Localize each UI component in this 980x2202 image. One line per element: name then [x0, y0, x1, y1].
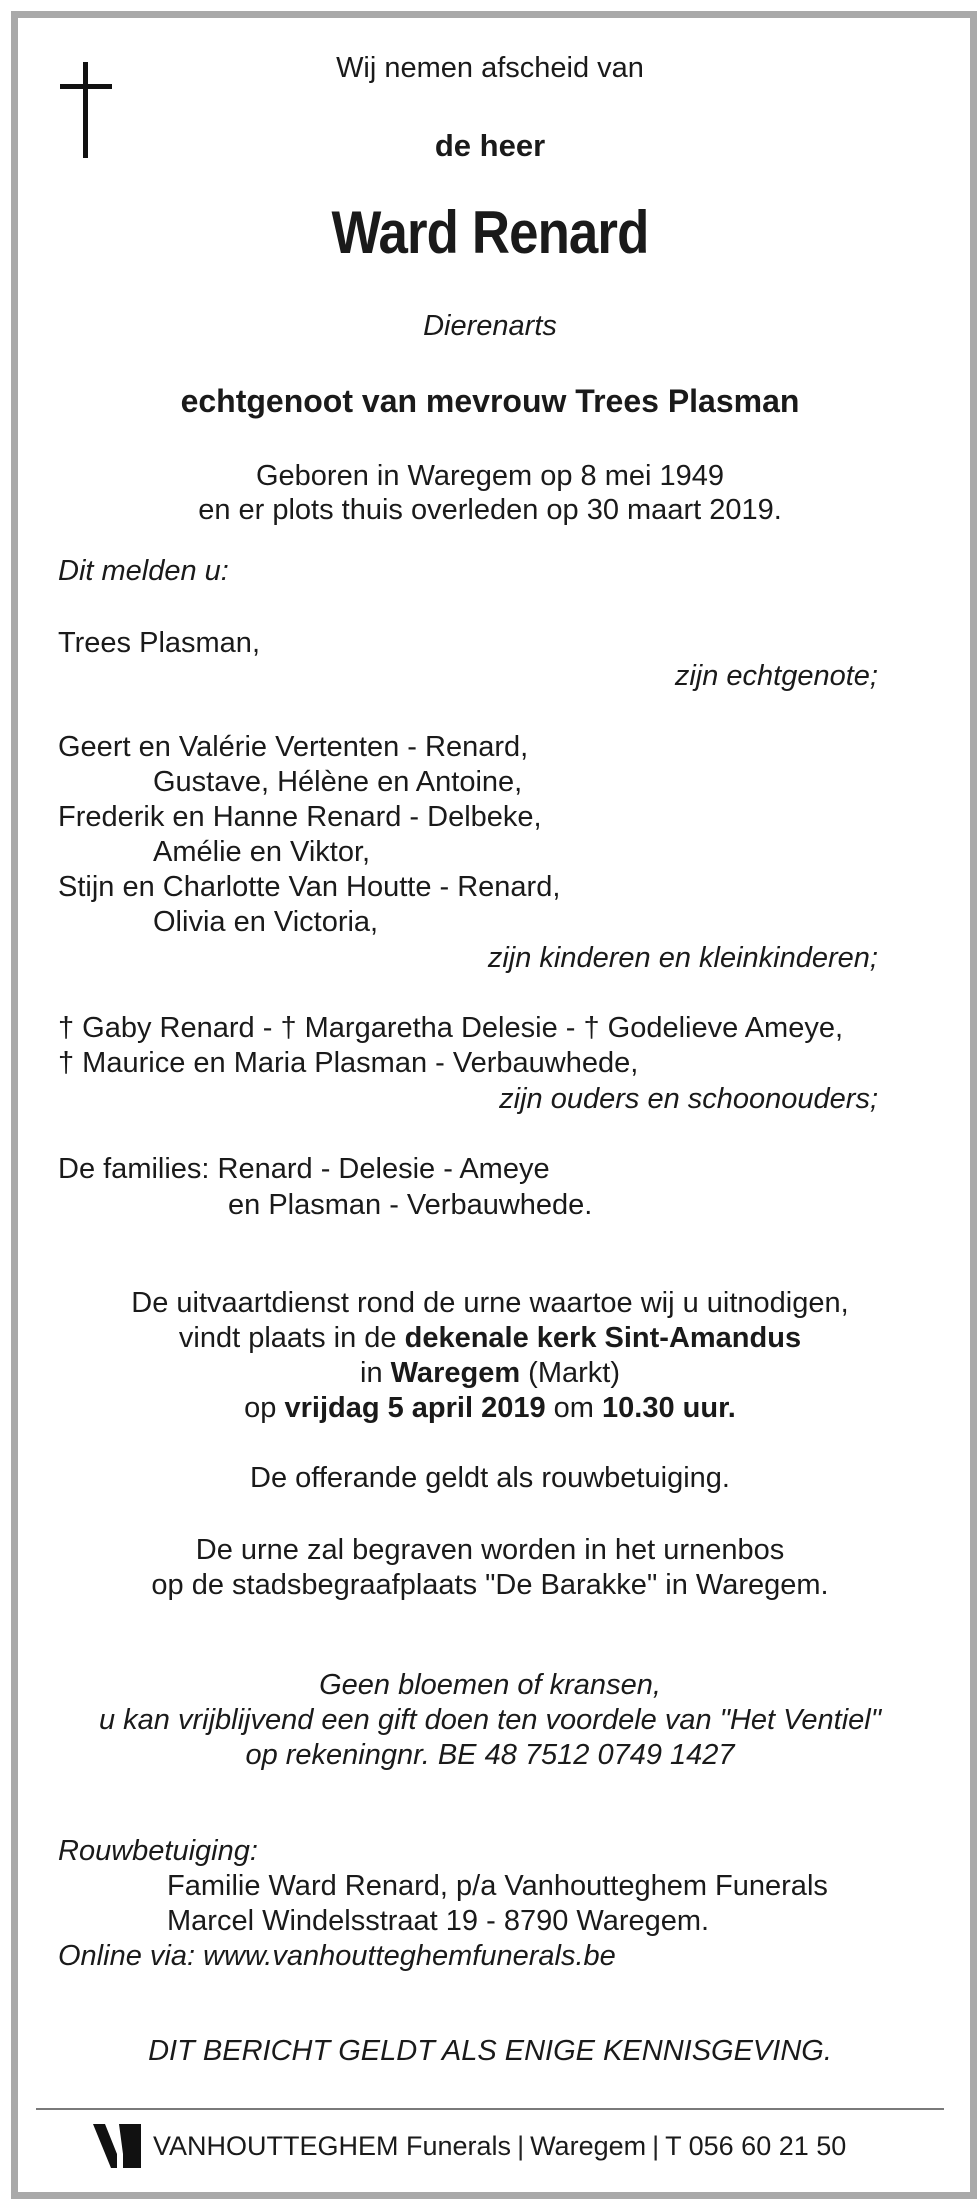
- families-line: en Plasman - Verbauwhede.: [228, 1189, 593, 1221]
- condolence-label: Rouwbetuiging:: [58, 1835, 258, 1867]
- condolence-address-2: Marcel Windelsstraat 19 - 8790 Waregem.: [167, 1905, 710, 1937]
- profession: Dierenarts: [423, 310, 557, 342]
- footer-separator: |: [517, 2131, 525, 2161]
- church-name: dekenale kerk Sint-Amandus: [404, 1322, 802, 1354]
- service-line-2: vindt plaats in de dekenale kerk Sint-Amandus: [178, 1322, 802, 1354]
- footer-divider: [36, 2108, 944, 2110]
- announce-label: Dit melden u:: [58, 555, 229, 587]
- online-link[interactable]: Online via: www.vanhoutteghemfunerals.be: [58, 1940, 616, 1972]
- birth-line: Geboren in Waregem op 8 mei 1949: [255, 460, 725, 492]
- service-line-1: De uitvaartdienst rond de urne waartoe wij u uitnodigen,: [131, 1287, 849, 1319]
- parents-role: zijn ouders en schoonouders;: [499, 1083, 878, 1115]
- child-line: Geert en Valérie Vertenten - Renard,: [58, 731, 529, 763]
- footer-city: Waregem: [530, 2131, 647, 2161]
- children-role: zijn kinderen en kleinkinderen;: [487, 942, 878, 974]
- service-city: Waregem: [390, 1357, 521, 1389]
- salutation: de heer: [434, 128, 546, 163]
- vanhoutteghem-logo-icon: [93, 2124, 141, 2168]
- donation-line-2: u kan vrijblijvend een gift doen ten voordele van "Het Ventiel": [98, 1704, 882, 1736]
- grandchild-line: Gustave, Hélène en Antoine,: [153, 766, 523, 798]
- donation-line-1: Geen bloemen of kransen,: [319, 1669, 661, 1701]
- parents-line: † Maurice en Maria Plasman - Verbauwhede,: [58, 1047, 639, 1079]
- grandchild-line: Amélie en Viktor,: [153, 836, 371, 868]
- notice-line: DIT BERICHT GELDT ALS ENIGE KENNISGEVING.: [148, 2035, 832, 2067]
- child-line: Stijn en Charlotte Van Houtte - Renard,: [58, 871, 561, 903]
- families-line: De families: Renard - Delesie - Ameye: [58, 1153, 550, 1185]
- parents-line: † Gaby Renard - † Margaretha Delesie - † Godelieve Ameye,: [58, 1012, 844, 1044]
- intro-text: Wij nemen afscheid van: [336, 52, 644, 84]
- service-time: 10.30 uur.: [602, 1392, 736, 1424]
- offering-line: De offerande geldt als rouwbetuiging.: [250, 1462, 730, 1494]
- urn-line-1: De urne zal begraven worden in het urnenbos: [195, 1534, 785, 1566]
- service-line-4: op vrijdag 5 april 2019 om 10.30 uur.: [244, 1392, 736, 1424]
- donation-line-3: op rekeningnr. BE 48 7512 0749 1427: [245, 1739, 735, 1771]
- footer-separator: |: [652, 2131, 660, 2161]
- death-line: en er plots thuis overleden op 30 maart 2019.: [198, 494, 782, 526]
- grandchild-line: Olivia en Victoria,: [153, 906, 379, 938]
- condolence-address-1: Familie Ward Renard, p/a Vanhoutteghem Funerals: [167, 1870, 828, 1902]
- footer-company: VANHOUTTEGHEM Funerals: [153, 2131, 512, 2161]
- child-line: Frederik en Hanne Renard - Delbeke,: [58, 801, 542, 833]
- urn-line-2: op de stadsbegraafplaats "De Barakke" in Waregem.: [151, 1569, 829, 1601]
- service-line-3: in Waregem (Markt): [360, 1357, 620, 1389]
- spouse-name: Trees Plasman,: [58, 627, 260, 659]
- footer-phone[interactable]: T 056 60 21 50: [665, 2131, 847, 2161]
- service-date: vrijdag 5 april 2019: [284, 1392, 546, 1424]
- spouse-role: zijn echtgenote;: [674, 660, 878, 692]
- deceased-name: Ward Renard: [331, 199, 649, 266]
- spouse-line: echtgenoot van mevrouw Trees Plasman: [180, 383, 800, 419]
- footer-bar: [153, 2124, 846, 2168]
